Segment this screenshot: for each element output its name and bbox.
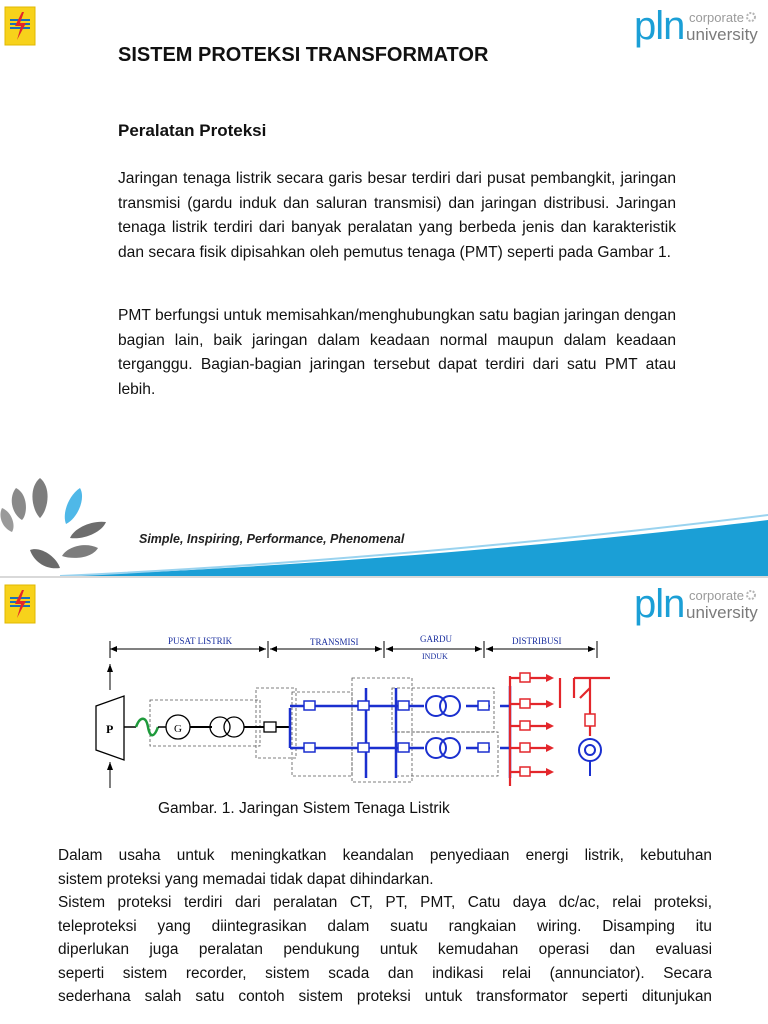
- section-heading: Peralatan Proteksi: [118, 121, 267, 140]
- paragraph-3: [58, 844, 712, 1009]
- paragraph-3-line: teleproteksi yang diintegrasikan dalam suatu rangkaian wiring. Disamping itu: [58, 917, 712, 935]
- logo-brand-text: pln: [634, 4, 685, 48]
- label-induk: INDUK: [422, 652, 448, 661]
- logo-brand-text: pln: [634, 582, 685, 626]
- label-pusat-listrik: PUSAT LISTRIK: [168, 636, 233, 646]
- gear-icon: [744, 10, 758, 24]
- slide-2: [0, 578, 768, 1024]
- corporate-university-logo: [634, 582, 762, 628]
- label-transmisi: TRANSMISI: [310, 637, 359, 647]
- label-distribusi: DISTRIBUSI: [512, 636, 562, 646]
- logo-line1: corporate: [689, 588, 744, 603]
- label-gardu: GARDU: [420, 634, 453, 644]
- power-network-diagram: [90, 628, 630, 788]
- tagline: Simple, Inspiring, Performance, Phenomenal: [139, 532, 405, 546]
- logo-line2: university: [686, 25, 758, 44]
- paragraph-1: Jaringan tenaga listrik secara garis besar terdiri dari pusat pembangkit, jaringan transmisi (gardu induk dan saluran transmisi) dan jaringan distribusi. Jaringan tenaga listrik terdiri dari banyak peralatan yang berbeda jenis dan karakteristik dan secara fisik dipisahkan oleh pemutus tenaga (PMT) seperti pada Gambar 1.: [118, 170, 676, 261]
- logo-line1: corporate: [689, 10, 744, 25]
- pln-logo-icon: [4, 6, 36, 46]
- logo-line2: university: [686, 603, 758, 622]
- paragraph-3-line: sistem proteksi yang memadai tidak dapat dihindarkan.: [58, 870, 434, 888]
- corporate-university-logo: [634, 4, 762, 50]
- pln-logo-icon: [4, 584, 36, 624]
- label-g: G: [174, 723, 182, 735]
- paragraph-3-line: Sistem proteksi terdiri dari peralatan CT, PT, PMT, Catu daya dc/ac, relai proteksi,: [58, 894, 712, 911]
- paragraph-3-line: seperti sistem recorder, sistem scada dan indikasi relai (annunciator). Secara: [58, 964, 712, 982]
- label-p: P: [106, 722, 114, 736]
- gear-icon: [744, 588, 758, 602]
- figure-caption: Gambar. 1. Jaringan Sistem Tenaga Listrik: [158, 800, 450, 817]
- paragraph-3-line: diperlukan juga peralatan pendukung untuk kemudahan operasi dan evaluasi: [58, 941, 712, 958]
- paragraph-3-line: sederhana salah satu contoh sistem proteksi untuk transformator seperti ditunjukan: [58, 988, 712, 1005]
- paragraph-3-line: Dalam usaha untuk meningkatkan keandalan penyediaan energi listrik, kebutuhan: [58, 847, 712, 864]
- paragraph-2: PMT berfungsi untuk memisahkan/menghubungkan satu bagian jaringan dengan bagian lain, baik jaringan dalam keadaan normal maupun dalam keadaan terganggu. Bagian-bagian jaringan tersebut dapat terdiri dari satu PMT atau lebih.: [118, 307, 676, 398]
- page-title: SISTEM PROTEKSI TRANSFORMATOR: [118, 44, 489, 66]
